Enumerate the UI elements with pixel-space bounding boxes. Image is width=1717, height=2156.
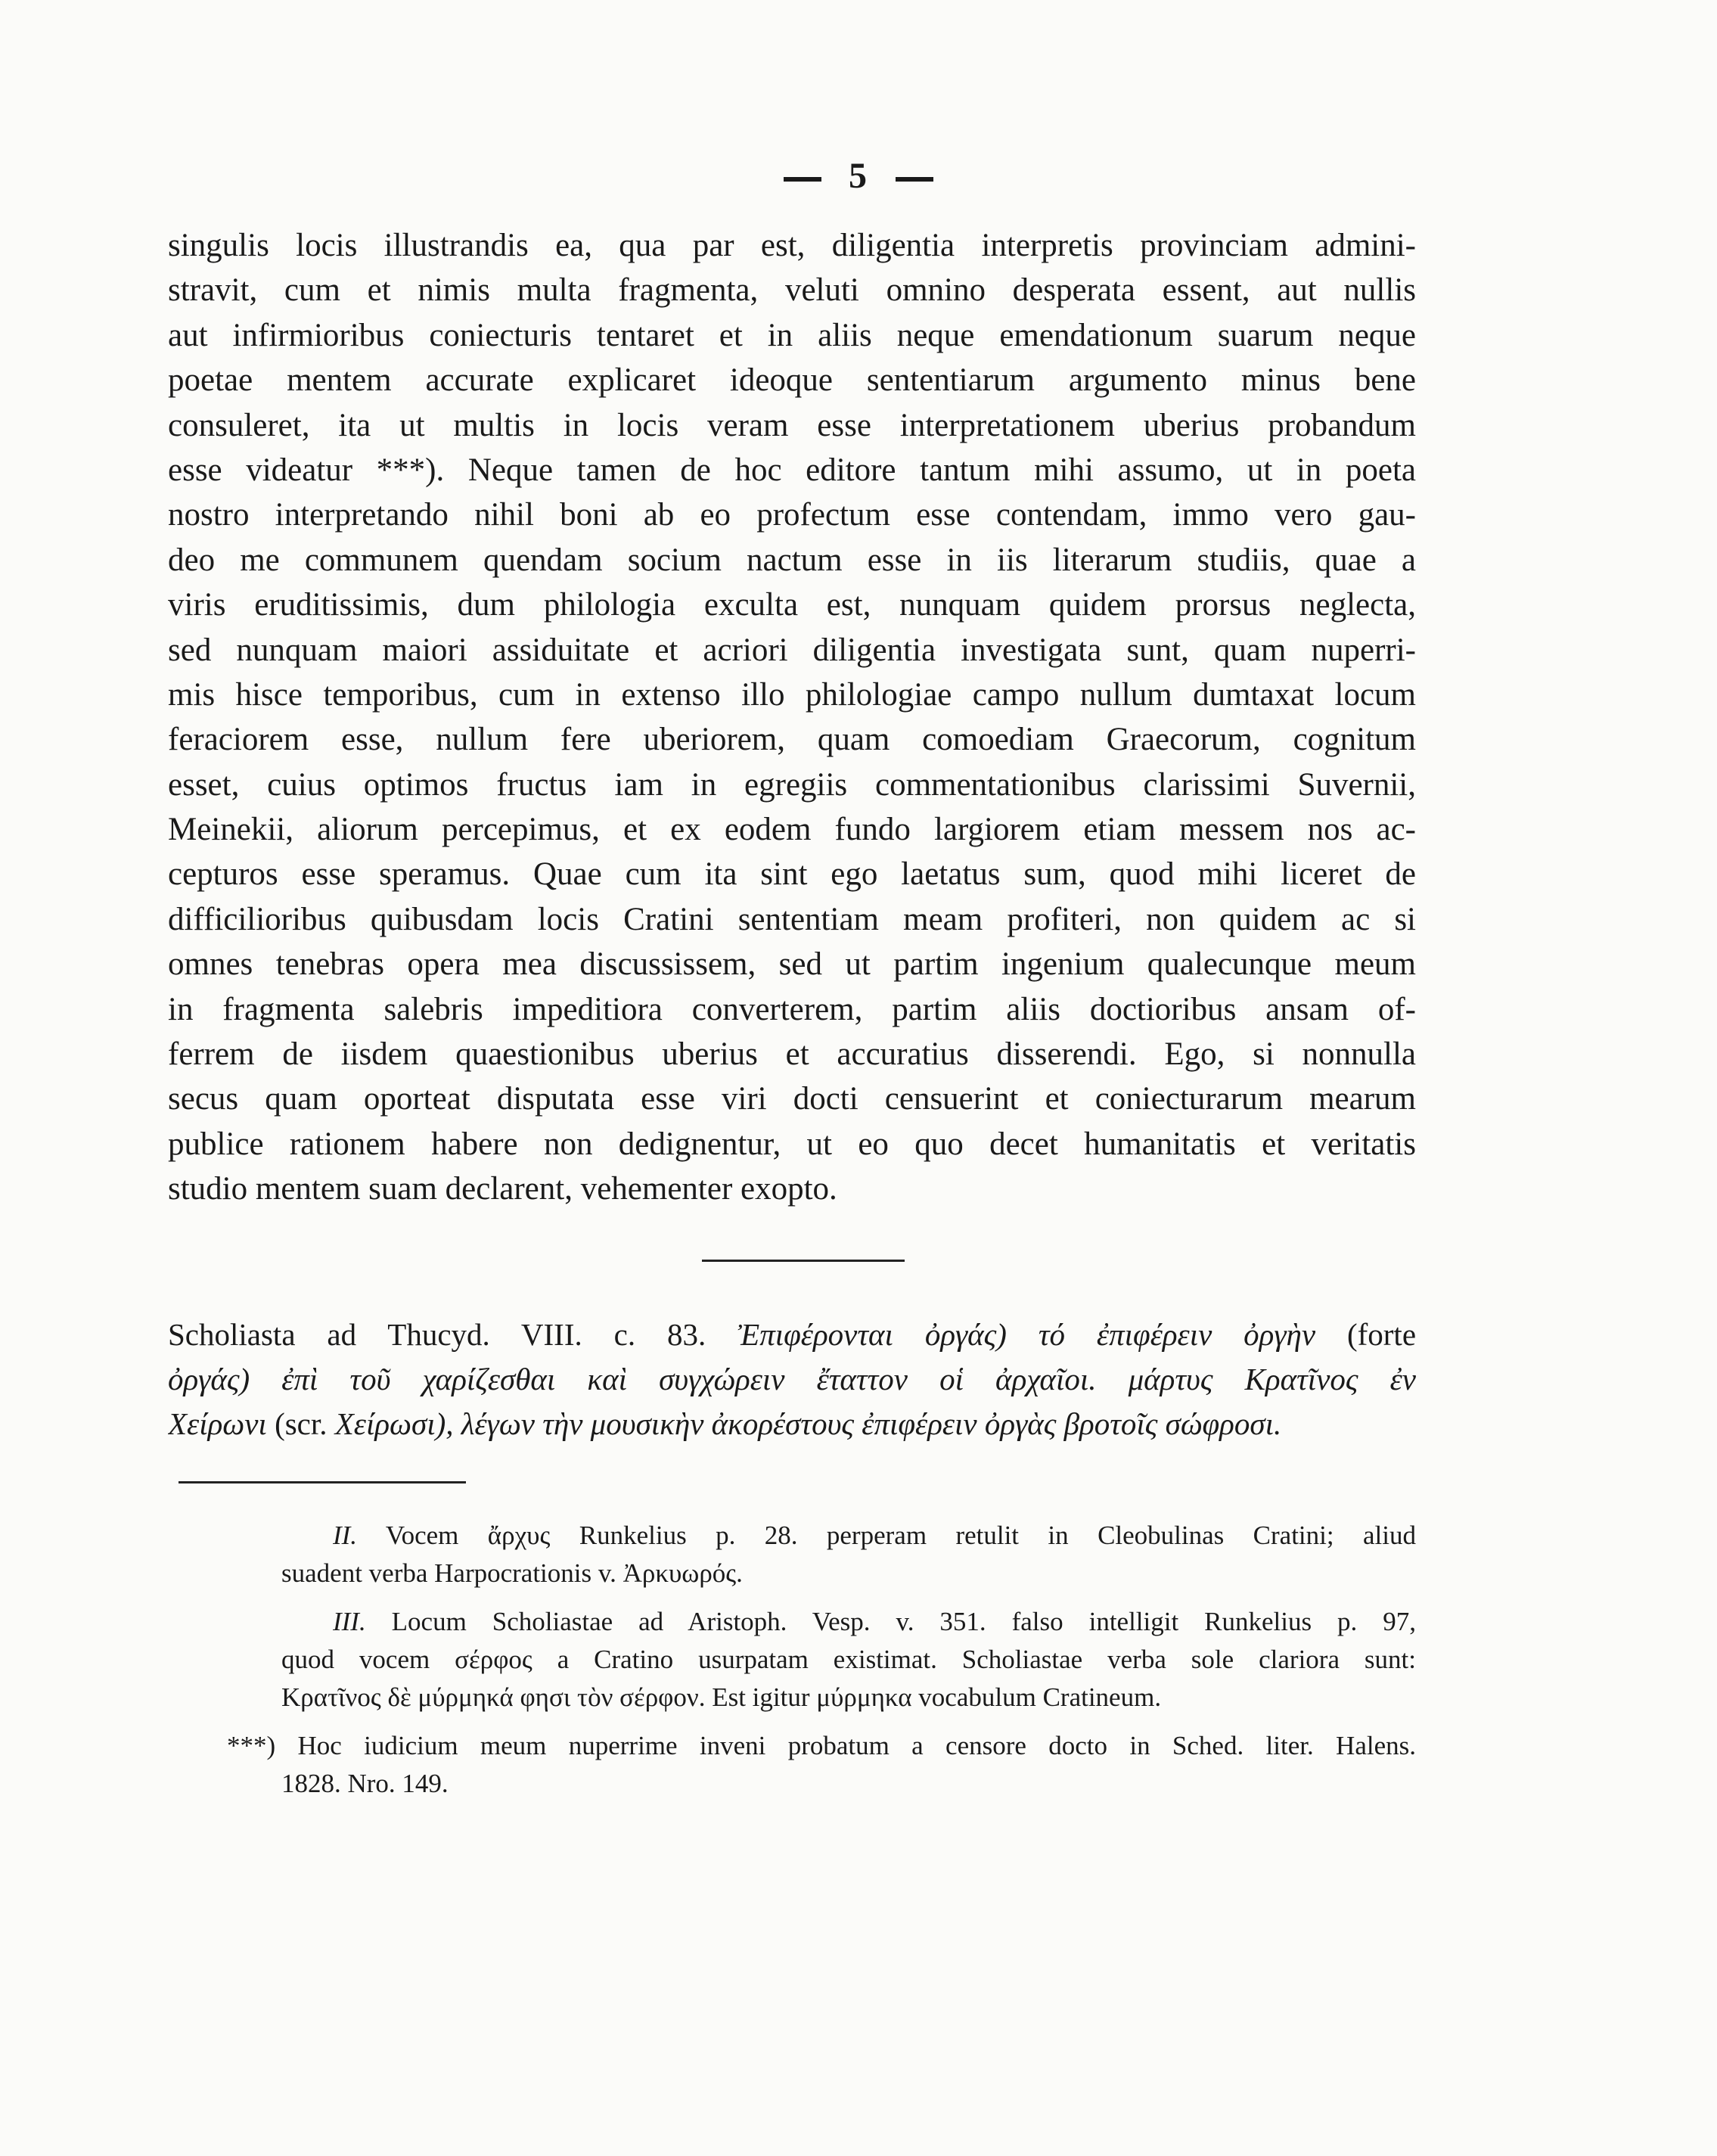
- scholia-latin: (scr.: [275, 1406, 328, 1441]
- footnotes: [227, 1517, 1416, 1813]
- page-number: [0, 155, 1717, 197]
- scholia-line: [168, 1402, 1416, 1446]
- page-number-value: 5: [849, 156, 868, 196]
- body-line: secus quam oporteat disputata esse viri docti censuerint et coniecturarum mearum: [168, 1081, 1416, 1117]
- scholia-line: [168, 1313, 1416, 1357]
- body-line: sed nunquam maiori assiduitate et acriori diligentia investigata sunt, quam nuperri-: [168, 632, 1416, 668]
- footnote: [227, 1603, 1416, 1716]
- scholia-latin: (forte: [1346, 1317, 1416, 1352]
- body-line: esse videatur ***). Neque tamen de hoc editore tantum mihi assumo, ut in poeta: [168, 452, 1416, 488]
- scholia-greek: Χείρωσι), λέγων τὴν μουσικὴν ἀκορέστους ἐπιφέρειν ὀργὰς βροτοῖς σώφροσι.: [334, 1406, 1282, 1441]
- body-line: consuleret, ita ut multis in locis veram esse interpretationem uberius probandum: [168, 407, 1416, 443]
- scholia-line: ὀργάς) ἐπὶ τοῦ χαρίζεσθαι καὶ συγχώρειν ἔταττον οἱ ἀρχαῖοι. μάρτυς Κρατῖνος ἐν: [168, 1362, 1416, 1396]
- body-line: singulis locis illustrandis ea, qua par est, diligentia interpretis provinciam admini-: [168, 228, 1416, 263]
- body-line: poetae mentem accurate explicaret ideoque sententiarum argumento minus bene: [168, 362, 1416, 399]
- scholia-greek: Ἐπιφέρονται ὀργάς) τό ἐπιφέρειν ὀργὴν: [737, 1317, 1316, 1352]
- body-line: stravit, cum et nimis multa fragmenta, veluti omnino desperata essent, aut nullis: [168, 272, 1416, 309]
- body-line: in fragmenta salebris impeditiora converterem, partim aliis doctioribus ansam of-: [168, 991, 1416, 1027]
- body-line: omnes tenebras opera mea discussissem, sed ut partim ingenium qualecunque meum: [168, 946, 1416, 983]
- footnote-marker: III.: [333, 1607, 366, 1636]
- body-line: esset, cuius optimos fructus iam in egregiis commentationibus clarissimi Suvernii,: [168, 766, 1416, 803]
- body-line: Meinekii, aliorum percepimus, et ex eodem fundo largiorem etiam messem nos ac-: [168, 812, 1416, 848]
- body-line: difficilioribus quibusdam locis Cratini sententiam meam profiteri, non quidem ac si: [168, 901, 1416, 937]
- page-number-dash-right: [896, 177, 933, 182]
- body-line: deo me communem quendam socium nactum esse in iis literarum studiis, quae a: [168, 542, 1416, 578]
- footnote: [227, 1727, 1416, 1803]
- footnote-line: [333, 1603, 1416, 1641]
- footnote-marker: ***): [227, 1731, 276, 1760]
- footnote-text: Hoc iudicium meum nuperrime inveni probatum a censore docto in Sched. liter. Halens.: [297, 1731, 1416, 1760]
- body-line: feraciorem esse, nullum fere uberiorem, quam comoediam Graecorum, cognitum: [168, 722, 1416, 758]
- body-line: cepturos esse speramus. Quae cum ita sint ego laetatus sum, quod mihi liceret de: [168, 856, 1416, 893]
- scholia-latin: Scholiasta ad Thucyd. VIII. c. 83.: [168, 1317, 706, 1352]
- section-separator-rule: [702, 1260, 905, 1262]
- footnote-text: Vocem ἄρχυς Runkelius p. 28. perperam retulit in Cleobulinas Cratini; aliud: [385, 1521, 1416, 1550]
- scholia-block: [168, 1313, 1416, 1446]
- footnote: [227, 1517, 1416, 1592]
- footnote-line: 1828. Nro. 149.: [281, 1769, 449, 1798]
- scholia-greek: Χείρωνι: [168, 1406, 267, 1441]
- body-line: nostro interpretando nihil boni ab eo profectum esse contendam, immo vero gau-: [168, 497, 1416, 533]
- body-line: studio mentem suam declarent, vehementer exopto.: [168, 1171, 837, 1207]
- footnote-marker: II.: [333, 1521, 358, 1550]
- footnote-line: [227, 1727, 1416, 1765]
- footnote-line: quod vocem σέρφος a Cratino usurpatam existimat. Scholiastae verba sole clariora sunt:: [281, 1645, 1416, 1674]
- footnote-rule: [179, 1481, 466, 1483]
- footnote-line: suadent verba Harpocrationis v. Ἀρκυωρός.: [281, 1558, 743, 1588]
- main-text: [168, 223, 1416, 1212]
- body-line: ferrem de iisdem quaestionibus uberius et accuratius disserendi. Ego, si nonnulla: [168, 1036, 1416, 1073]
- footnote-text: Locum Scholiastae ad Aristoph. Vesp. v. 351. falso intelligit Runkelius p. 97,: [391, 1607, 1416, 1636]
- body-line: viris eruditissimis, dum philologia exculta est, nunquam quidem prorsus neglecta,: [168, 587, 1416, 623]
- footnote-line: Κρατῖνος δὲ μύρμηκά φησι τὸν σέρφον. Est igitur μύρμηκα vocabulum Cratineum.: [281, 1682, 1162, 1712]
- body-line: publice rationem habere non dedignentur, ut eo quo decet humanitatis et veritatis: [168, 1126, 1416, 1162]
- footnote-line: [333, 1517, 1416, 1555]
- page-number-dash-left: [784, 177, 821, 182]
- body-line: aut infirmioribus coniecturis tentaret et in aliis neque emendationum suarum neque: [168, 317, 1416, 353]
- body-line: mis hisce temporibus, cum in extenso illo philologiae campo nullum dumtaxat locum: [168, 676, 1416, 713]
